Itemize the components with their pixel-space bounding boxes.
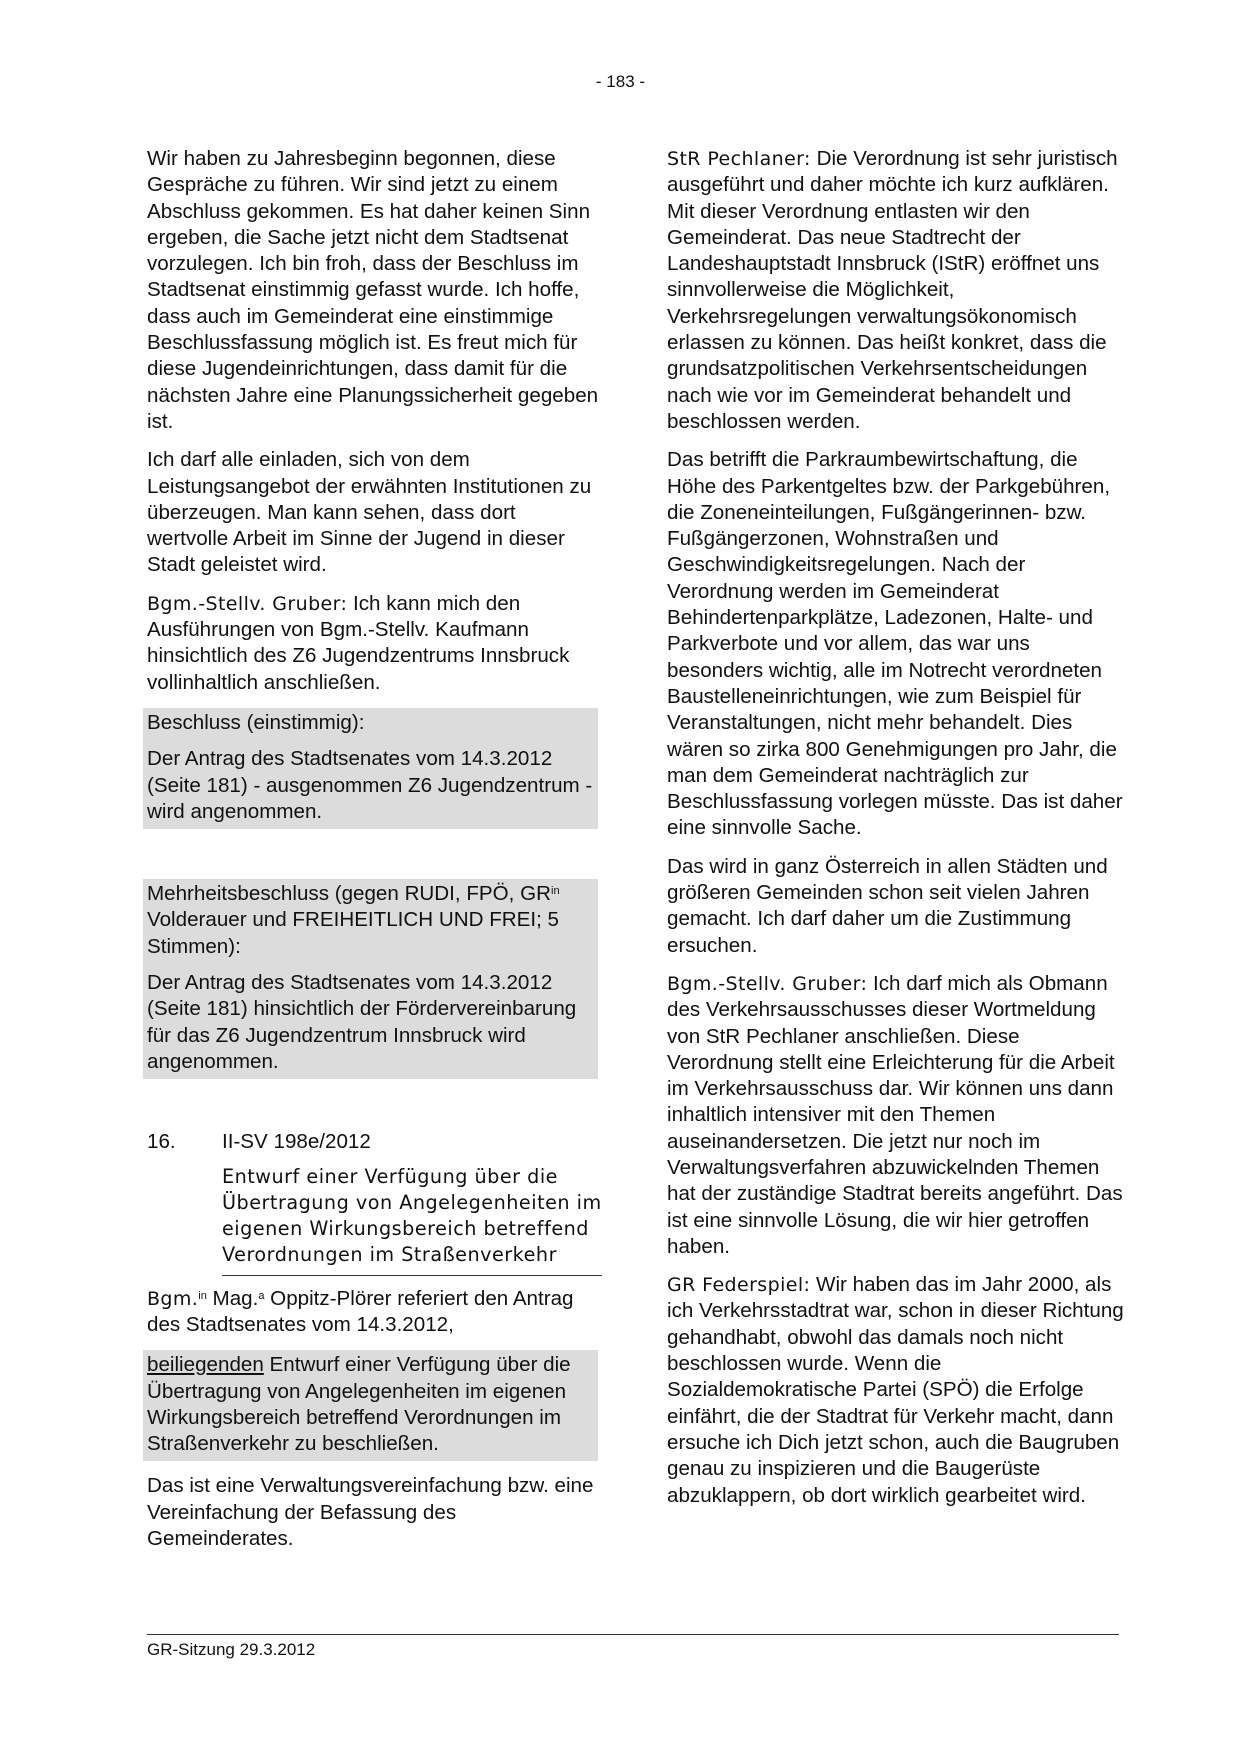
speech [147,591,602,696]
footer: GR-Sitzung 29.3.2012 [147,1640,316,1659]
motion-box: beiliegenden Entwurf einer Verfügung über die Übertragung von Angelegenheiten im eigenen Wirkungsbereich betreffend Verordnungen im Straßenverkehr zu beschließen. [143,1350,598,1461]
speaker-name: StR Pechlaner: [667,148,811,170]
resolution-box-majority [143,879,598,1079]
right-column [667,146,1129,1521]
agenda-item [147,1129,602,1155]
speech: GR Federspiel: Wir haben das im Jahr 2000, als ich Verkehrsstadtrat war, schon in dieser Richtung gehandhabt, obwohl das damals noch nicht beschlossen wurde. Wenn die Sozialdemokratische Partei (SPÖ) die Erfolge einfährt, die der Stadtrat für Verkehr macht, dann ersuche ich Dich jetzt schon, auch die Baugruben genau zu inspizieren und die Baugerüste abzuklappern, ob dort wirklich gearbeitet wird. [667,1273,1124,1507]
paragraph: Das wird in ganz Österreich in allen Städten und größeren Gemeinden schon seit vielen Jahren gemacht. Ich darf daher um die Zustimmung ersuchen. [667,854,1108,957]
speaker-name: Bgm.-Stellv. Gruber: [667,972,868,995]
left-column [147,146,602,1564]
item-title: Entwurf einer Verfügung über die Übertragung von Angelegenheiten im eigenen Wirkungsbereich betreffend Verordnungen im Straßenverkehr [222,1156,602,1276]
page-number: - 183 - [595,72,646,91]
paragraph: Das betrifft die Parkraumbewirtschaftung, die Höhe des Parkentgeltes bzw. der Parkgebühren, die Zoneneinteilungen, Fußgängerinnen- bzw. Fußgängerzonen, Wohnstraßen und Geschwindigkeitsregelungen. Nach der Verordnung werden im Gemeinderat Behindertenparkplätze, Ladezonen, Halte- und Parkverbote und vor allem, das war uns besonders wichtig, alle im Notrecht verordneten Baustelleneinrichtungen, wie zum Beispiel für Veranstaltungen, nicht mehr behandelt. Dies wären so zirka 800 Genehmigungen pro Jahr, die man dem Gemeinderat nachträglich zur Beschlussfassung vorlegen müsste. Das ist daher eine sinnvolle Sache. [667,448,1123,840]
resolution-title: Beschluss (einstimmig): [147,710,365,734]
paragraph: Wir haben zu Jahresbeginn begonnen, diese Gespräche zu führen. Wir sind jetzt zu einem Abschluss gekommen. Es hat daher keinen Sinn ergeben, die Sache jetzt nicht dem Stadtsenat vorzulegen. Ich bin froh, dass der Beschluss im Stadtsenat einstimmig gefasst wurde. Ich hoffe, dass auch im Gemeinderat eine einstimmige Beschlussfassung möglich ist. Es freut mich für diese Jugendeinrichtungen, dass damit für die nächsten Jahre eine Planungssicherheit gegeben ist. [147,147,599,433]
resolution-text: Der Antrag des Stadtsenates vom 14.3.2012 (Seite 181) - ausgenommen Z6 Jugendzentrum - wird angenommen. [147,747,593,823]
footer-divider [147,1634,1119,1635]
resolution-text: Der Antrag des Stadtsenates vom 14.3.2012 (Seite 181) hinsichtlich der Fördervereinbarung für das Z6 Jugendzentrum Innsbruck wird angenommen. [147,971,577,1073]
speaker-name: GR Federspiel: [667,1274,811,1297]
resolution-box-unanimous [143,708,598,829]
underlined-word: beiliegenden [147,1353,264,1377]
speech: StR Pechlaner: Die Verordnung ist sehr juristisch ausgeführt und daher möchte ich kurz aufklären. Mit dieser Verordnung entlasten wir den Gemeinderat. Das neue Stadtrecht der Landeshauptstadt Innsbruck (IStR) eröffnet uns sinnvollerweise die Möglichkeit, Verkehrsregelungen verwaltungsökonomisch erlassen zu können. Das heißt konkret, dass die grundsatzpolitischen Verkehrsentscheidungen nach wie vor im Gemeinderat behandelt und beschlossen werden. [667,147,1118,433]
paragraph: Das ist eine Verwaltungsvereinfachung bzw. eine Vereinfachung der Befassung des Gemeinderates. [147,1474,594,1551]
speech: Bgm.$^{in}$ Mag.$^a$ Oppitz-Plörer referiert den Antrag des Stadtsenates vom 14.3.2012, [147,1286,574,1336]
item-number: 16. [147,1130,176,1154]
speech: Bgm.-Stellv. Gruber: Ich darf mich als Obmann des Verkehrsausschusses dieser Wortmeldung von StR Pechlaner anschließen. Diese Verordnung stellt eine Erleichterung für die Arbeit im Verkehrsausschuss dar. Wir können uns dann inhaltlich intensiver mit den Themen auseinandersetzen. Die jetzt nur noch im Verwaltungsverfahren abzuwickelnden Themen hat der zuständige Stadtrat bereits angeführt. Das ist eine sinnvolle Lösung, die wir hier getroffen haben. [667,971,1123,1258]
item-code: II-SV 198e/2012 [222,1130,371,1154]
resolution-title: Mehrheitsbeschluss (gegen RUDI, FPÖ, $GR^{in}$ Volderauer und FREIHEITLICH UND FREI; 5 Stimmen): [147,882,560,958]
paragraph: Ich darf alle einladen, sich von dem Leistungsangebot der erwähnten Institutionen zu überzeugen. Man kann sehen, dass dort wertvolle Arbeit im Sinne der Jugend in dieser Stadt geleistet wird. [147,448,592,577]
speaker-name: Bgm.-Stellv. Gruber: [147,592,348,615]
speech-text: Ich kann mich den Ausführungen von Bgm.-Stellv. Kaufmann hinsichtlich des Z6 Jugendzentrums Innsbruck vollinhaltlich anschließen. [147,591,570,694]
